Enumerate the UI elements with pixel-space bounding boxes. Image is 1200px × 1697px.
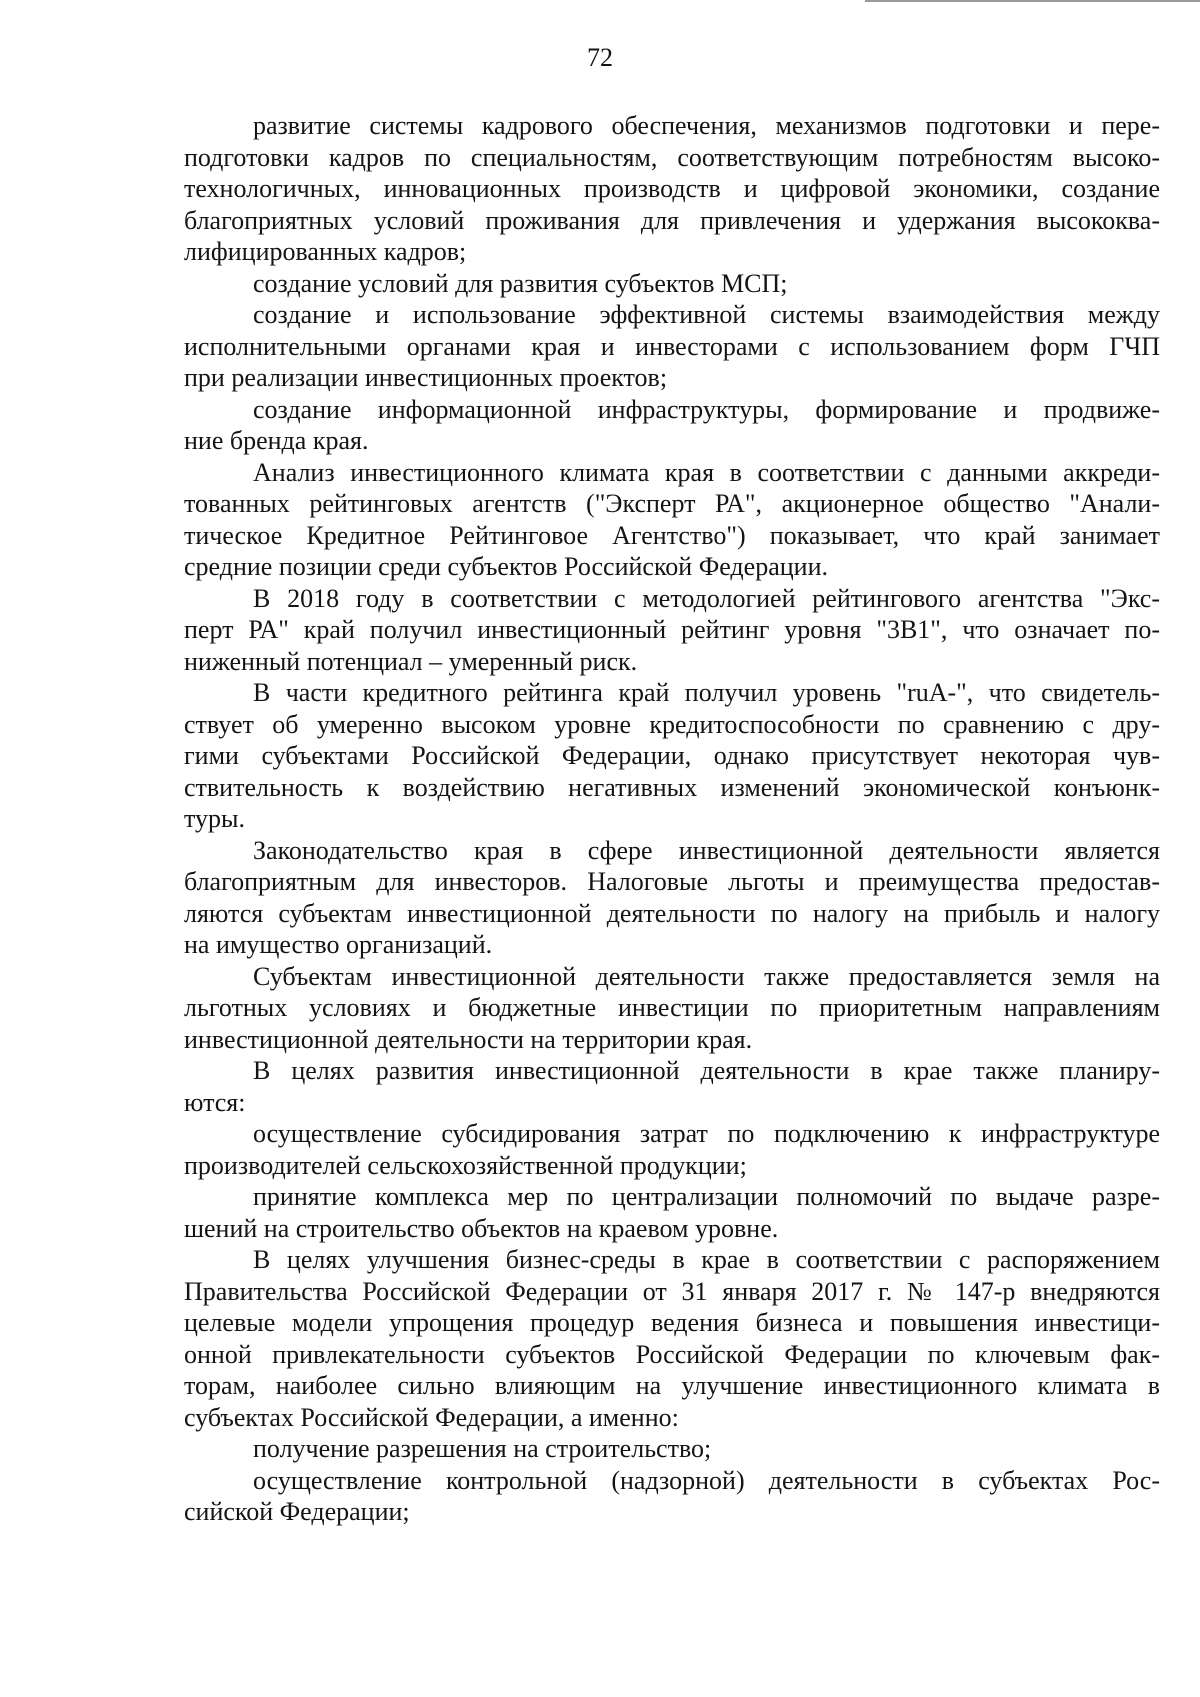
paragraph	[0, 1055, 1200, 1118]
text-line: В части кредитного рейтинга край получил уровень "ruA-", что свидетель-	[253, 678, 1160, 707]
text-line: создание и использование эффективной системы взаимодействия между	[253, 300, 1160, 329]
text-line: целевые модели упрощения процедур ведения бизнеса и повышения инвестици-	[184, 1308, 1160, 1337]
text-line: ствует об умеренно высоком уровне кредитоспособности по сравнению с дру-	[184, 709, 1160, 739]
text-line: тическое Кредитное Рейтинговое Агентство") показывает, что край занимает	[184, 520, 1160, 550]
text-line: торам, наиболее сильно влияющим на улучшение инвестиционного климата в	[184, 1371, 1160, 1400]
text-line: Законодательство края в сфере инвестиционной деятельности является	[253, 835, 1160, 865]
text-line: технологичных, инновационных производств и цифровой экономики, создание	[184, 174, 1160, 203]
paragraph	[0, 961, 1200, 1056]
text-line: благоприятным для инвесторов. Налоговые льготы и преимущества предостав-	[184, 867, 1160, 896]
document-body	[0, 110, 1200, 1528]
text-line: В целях улучшения бизнес-среды в крае в соответствии с распоряжением	[253, 1245, 1160, 1274]
paragraph	[0, 1181, 1200, 1244]
text-line: льготных условиях и бюджетные инвестиции по приоритетным направлениям	[184, 993, 1160, 1022]
paragraph	[0, 583, 1200, 678]
text-line: Правительства Российской Федерации от 31 января 2017 г. № 147-р внедряются	[184, 1276, 1160, 1306]
text-line: тованных рейтинговых агентств ("Эксперт РА", акционерное общество "Анали-	[184, 489, 1160, 518]
paragraph	[0, 835, 1200, 961]
text-line: подготовки кадров по специальностям, соответствующим потребностям высоко-	[184, 142, 1160, 172]
text-line: Субъектам инвестиционной деятельности также предоставляется земля на	[253, 961, 1160, 991]
paragraph	[0, 110, 1200, 268]
scan-edge-line	[865, 0, 1200, 2]
paragraph	[0, 1118, 1200, 1181]
page-number: 72	[587, 43, 613, 72]
text-line: онной привлекательности субъектов Российской Федерации по ключевым фак-	[184, 1339, 1160, 1369]
paragraph	[0, 677, 1200, 835]
paragraph	[0, 299, 1200, 394]
paragraph	[0, 394, 1200, 457]
text-line: производителей сельскохозяйственной продукции;	[184, 1150, 747, 1180]
text-line: при реализации инвестиционных проектов;	[184, 363, 668, 392]
paragraph	[0, 1244, 1200, 1433]
text-line: получение разрешения на строительство;	[253, 1434, 712, 1463]
text-line: В целях развития инвестиционной деятельности в крае также планиру-	[253, 1056, 1160, 1085]
text-line: туры.	[184, 804, 245, 833]
text-line: исполнительными органами края и инвесторами с использованием форм ГЧП	[184, 331, 1160, 361]
paragraph	[0, 268, 1200, 300]
text-line: осуществление контрольной (надзорной) деятельности в субъектах Рос-	[253, 1465, 1160, 1495]
text-line: гими субъектами Российской Федерации, однако присутствует некоторая чув-	[184, 741, 1160, 770]
text-line: создание условий для развития субъектов МСП;	[253, 268, 788, 298]
text-line: субъектах Российской Федерации, а именно:	[184, 1402, 679, 1432]
paragraph	[0, 1465, 1200, 1528]
text-line: инвестиционной деятельности на территории края.	[184, 1024, 753, 1054]
text-line: благоприятных условий проживания для привлечения и удержания высококва-	[184, 205, 1160, 235]
text-line: осуществление субсидирования затрат по подключению к инфраструктуре	[253, 1119, 1160, 1148]
text-line: средние позиции среди субъектов Российской Федерации.	[184, 552, 828, 581]
text-line: ние бренда края.	[184, 426, 369, 455]
text-line: создание информационной инфраструктуры, формирование и продвиже-	[253, 394, 1160, 424]
text-line: шений на строительство объектов на краевом уровне.	[184, 1213, 779, 1243]
text-line: развитие системы кадрового обеспечения, механизмов подготовки и пере-	[253, 111, 1160, 140]
paragraph	[0, 1433, 1200, 1465]
text-line: Анализ инвестиционного климата края в соответствии с данными аккреди-	[253, 457, 1160, 487]
text-line: ются:	[184, 1087, 246, 1117]
text-line: ствительность к воздействию негативных изменений экономической конъюнк-	[184, 772, 1160, 802]
text-line: на имущество организаций.	[184, 930, 493, 959]
text-line: перт РА" край получил инвестиционный рейтинг уровня "3В1", что означает по-	[184, 615, 1160, 644]
text-line: ляются субъектам инвестиционной деятельности по налогу на прибыль и налогу	[184, 898, 1160, 928]
text-line: лифицированных кадров;	[184, 237, 467, 266]
text-line: В 2018 году в соответствии с методологией рейтингового агентства "Экс-	[253, 583, 1160, 613]
text-line: принятие комплекса мер по централизации полномочий по выдаче разре-	[253, 1182, 1160, 1211]
text-line: сийской Федерации;	[184, 1497, 410, 1526]
text-line: ниженный потенциал – умеренный риск.	[184, 646, 638, 676]
paragraph	[0, 457, 1200, 583]
